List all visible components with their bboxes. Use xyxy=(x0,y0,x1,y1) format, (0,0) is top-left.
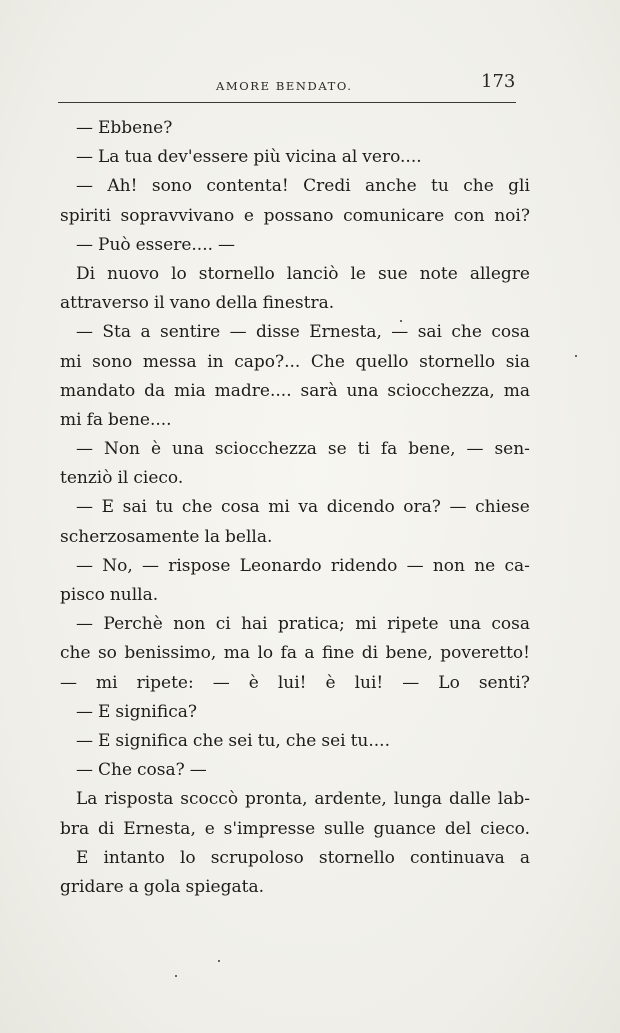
text-line: E intanto lo scrupoloso stornello continuava a xyxy=(76,847,530,868)
text-line: — Ah! sono contenta! Credi anche tu che gli xyxy=(76,176,530,197)
print-speck xyxy=(218,960,220,962)
text-line: — La tua dev'essere più vicina al vero.... xyxy=(76,147,422,168)
page-number: 173 xyxy=(481,71,516,92)
text-line: — Ebbene? xyxy=(76,118,173,138)
text-line: spiriti sopravvivano e possano comunicare con noi? xyxy=(60,205,530,226)
text-line: che so benissimo, ma lo fa a fine di bene, poveretto! xyxy=(60,643,530,664)
text-line: mi sono messa in capo?... Che quello stornello sia xyxy=(60,351,530,372)
text-line: mandato da mia madre.... sarà una sciocchezza, ma xyxy=(60,380,530,401)
text-line: — mi ripete: — è lui! è lui! — Lo senti? xyxy=(60,672,530,693)
text-line: La risposta scoccò pronta, ardente, lunga dalle lab- xyxy=(76,789,530,810)
text-line: — Che cosa? — xyxy=(76,760,207,781)
text-line: — E significa che sei tu, che sei tu.... xyxy=(76,730,390,751)
text-line: pisco nulla. xyxy=(60,585,159,605)
text-line: mi fa bene.... xyxy=(60,409,172,430)
text-line: — Sta a sentire — disse Ernesta, — sai che cosa xyxy=(76,322,530,343)
text-line: Di nuovo lo stornello lanciò le sue note allegre xyxy=(76,263,530,284)
text-line: — Può essere.... — xyxy=(76,234,235,255)
text-line: gridare a gola spiegata. xyxy=(60,876,264,897)
header-rule xyxy=(58,102,516,103)
print-speck xyxy=(575,355,577,357)
text-line: bra di Ernesta, e s'impresse sulle guance del cieco. xyxy=(60,818,530,839)
body-text xyxy=(60,114,530,902)
text-line: tenziò il cieco. xyxy=(60,468,184,489)
text-line: — Non è una sciocchezza se ti fa bene, — sen- xyxy=(76,439,530,460)
print-speck xyxy=(175,975,177,977)
text-line: — No, — rispose Leonardo ridendo — non ne ca- xyxy=(76,555,530,576)
text-line: attraverso il vano della finestra. xyxy=(60,293,335,314)
print-speck xyxy=(400,320,402,322)
text-line: — E sai tu che cosa mi va dicendo ora? — chiese xyxy=(76,497,530,518)
text-line: — E significa? xyxy=(76,701,197,722)
text-line: scherzosamente la bella. xyxy=(60,526,273,547)
text-line: — Perchè non ci hai pratica; mi ripete una cosa xyxy=(76,614,530,635)
running-title: AMORE BENDATO. xyxy=(216,79,353,93)
